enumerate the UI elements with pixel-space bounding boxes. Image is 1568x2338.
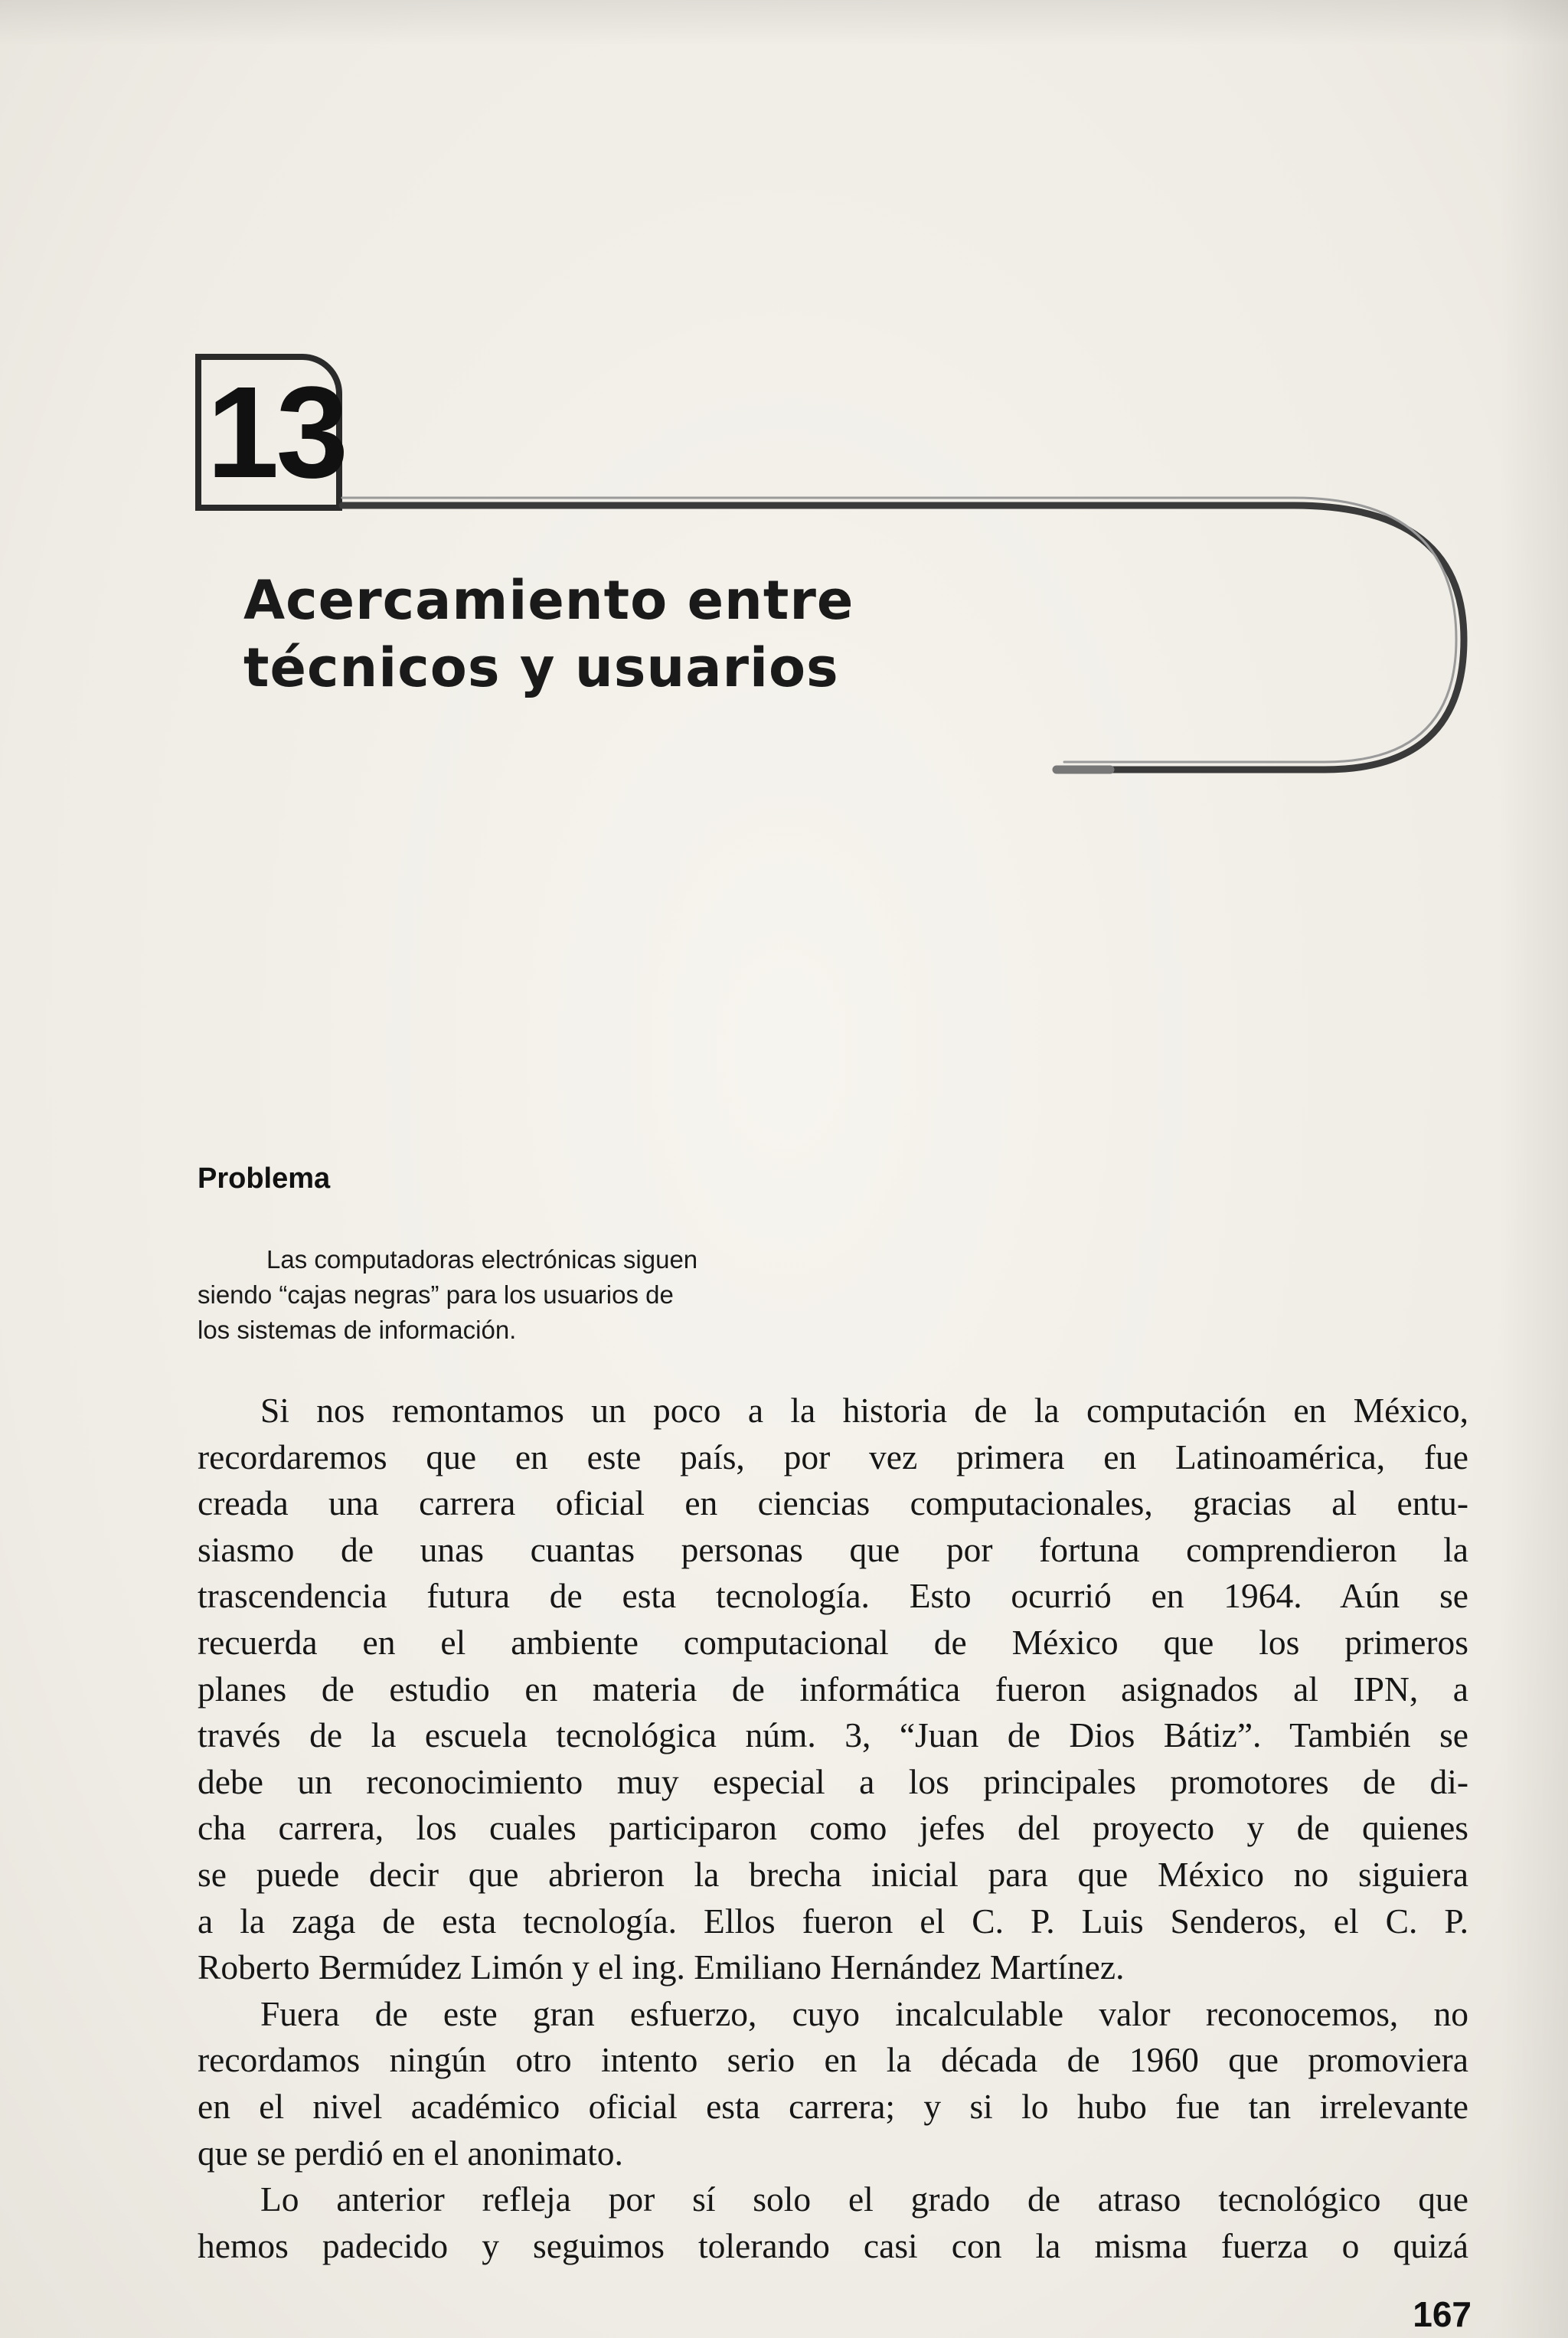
body-line: que se perdió en el anonimato.: [198, 2133, 623, 2173]
body-text: [198, 1388, 1468, 2269]
body-line: planes de estudio en materia de informática fueron asignados al IPN, a: [198, 1669, 1468, 1709]
problem-heading: Problema: [198, 1162, 331, 1195]
body-line: hemos padecido y seguimos tolerando casi con la misma fuerza o quizá: [198, 2225, 1468, 2265]
body-line: debe un reconocimiento muy especial a los principales promotores de di-: [198, 1761, 1468, 1801]
body-line: creada una carrera oficial en ciencias computacionales, gracias al entu-: [198, 1483, 1468, 1523]
body-line: Fuera de este gran esfuerzo, cuyo incalculable valor reconocemos, no: [260, 1993, 1468, 2033]
paragraph-1: [198, 1388, 1468, 1991]
chapter-number: 13: [207, 360, 346, 505]
chapter-title-line-1: Acercamiento entre: [243, 569, 854, 632]
body-line: a la zaga de esta tecnología. Ellos fueron el C. P. Luis Senderos, el C. P.: [198, 1901, 1468, 1941]
body-line: en el nivel académico oficial esta carrera; y si lo hubo fue tan irrelevante: [198, 2086, 1468, 2126]
body-line: Lo anterior refleja por sí solo el grado de atraso tecnológico que: [260, 2179, 1468, 2219]
body-line: siasmo de unas cuantas personas que por fortuna comprendieron la: [198, 1529, 1468, 1569]
body-line: Si nos remontamos un poco a la historia de la computación en México,: [260, 1391, 1468, 1430]
chapter-title: [243, 567, 933, 701]
body-line: cha carrera, los cuales participaron como jefes del proyecto y de quienes: [198, 1808, 1468, 1848]
problem-line: los sistemas de información.: [198, 1316, 517, 1344]
body-line: trascendencia futura de esta tecnología. Esto ocurrió en 1964. Aún se: [198, 1576, 1468, 1616]
body-line: recuerda en el ambiente computacional de México que los primeros: [198, 1622, 1468, 1662]
body-line: Roberto Bermúdez Limón y el ing. Emiliano Hernández Martínez.: [198, 1947, 1125, 1987]
chapter-title-line-2: técnicos y usuarios: [243, 636, 839, 699]
body-line: recordaremos que en este país, por vez primera en Latinoamérica, fue: [198, 1437, 1468, 1476]
body-line: través de la escuela tecnológica núm. 3, “Juan de Dios Bátiz”. También se: [198, 1715, 1468, 1755]
problem-statement: [198, 1242, 810, 1348]
problem-line: Las computadoras electrónicas siguen: [266, 1245, 698, 1274]
page-number: 167: [1413, 2294, 1472, 2334]
problem-line: siendo “cajas negras” para los usuarios de: [198, 1280, 674, 1309]
body-line: recordamos ningún otro intento serio en la década de 1960 que promoviera: [198, 2040, 1468, 2080]
paragraph-2: [198, 1991, 1468, 2176]
body-line: se puede decir que abrieron la brecha inicial para que México no siguiera: [198, 1854, 1468, 1894]
paragraph-3: [198, 2176, 1468, 2269]
